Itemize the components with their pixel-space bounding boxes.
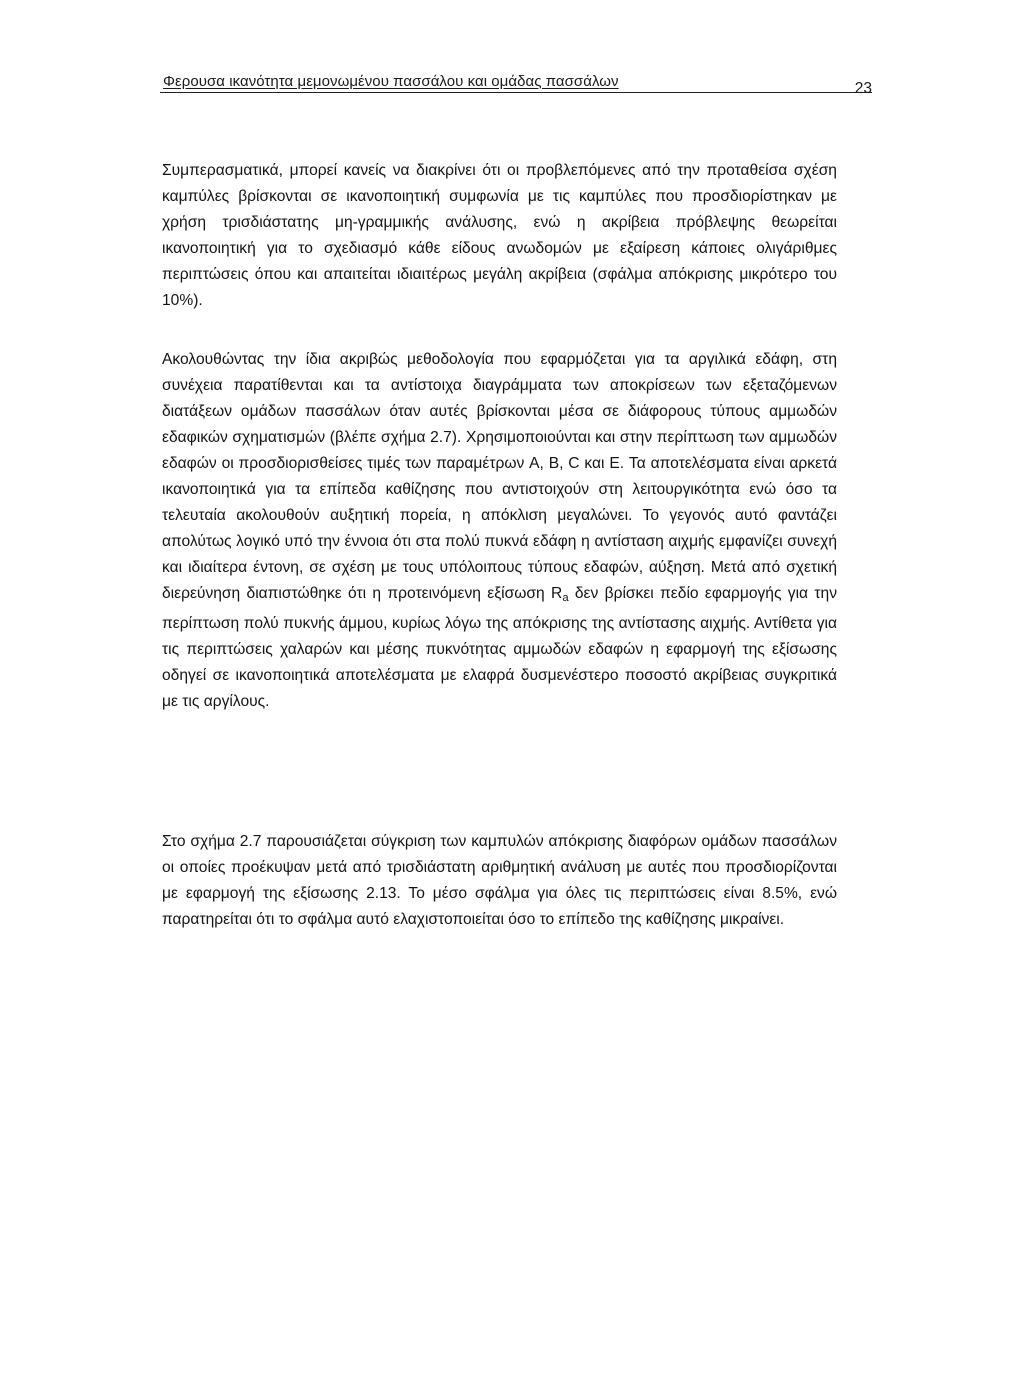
paragraph-text-part-2: δεν βρίσκει πεδίο εφαρμογής για την περίπτωση πολύ πυκνής άμμου, κυρίως λόγω της απόκρισης της αντίστασης αιχμής. Αντίθετα για τις περιπτώσεις χαλαρών και μέσης πυκνότητας αμμωδών εδαφών η εφαρμογή της εξίσωσης οδηγεί σε ικανοποιητικά αποτελέσματα με ελαφρά δυσμενέστερο ποσοστό ακρίβειας συγκριτικά με τις αργίλους. — [162, 585, 837, 710]
paragraph-text-part-1: Ακολουθώντας την ίδια ακριβώς μεθοδολογία που εφαρμόζεται για τα αργιλικά εδάφη, στη συνέχεια παρατίθενται και τα αντίστοιχα διαγράμματα των αποκρίσεων των εξεταζόμενων διατάξεων ομάδων πασσάλων όταν αυτές βρίσκονται μέσα σε διάφορους τύπους αμμωδών εδαφικών σχηματισμών (βλέπε σχήμα 2.7). Χρησιμοποιούνται και στην περίπτωση των αμμωδών εδαφών οι προσδιορισθείσες τιμές των παραμέτρων A, B, C και E. Τα αποτελέσματα είναι αρκετά ικανοποιητικά για τα επίπεδα καθίζησης που αντιστοιχούν στη λειτουργικότητα ενώ όσο τα τελευταία ακολουθούν αυξητική πορεία, η απόκλιση μεγαλώνει. Το γεγονός αυτό φαντάζει απολύτως λογικό υπό την έννοια ότι στα πολύ πυκνά εδάφη η αντίσταση αιχμής εμφανίζει συνεχή και ιδιαίτερα έντονη, σε σχέση με τους υπόλοιπους τύπους εδαφών, αύξηση. Μετά από σχετική διερεύνηση διαπιστώθηκε ότι η προτεινόμενη εξίσωση R — [162, 351, 837, 602]
page-number: 23 — [854, 80, 872, 97]
paragraph-text: Συμπερασματικά, μπορεί κανείς να διακρίνει ότι οι προβλεπόμενες από την προταθείσα σχέση καμπύλες βρίσκονται σε ικανοποιητική συμφωνία με τις καμπύλες που προσδιορίστηκαν με χρήση τρισδιάστατης μη-γραμμικής ανάλυσης, ενώ η ακρίβεια πρόβλεψης θεωρείται ικανοποιητική για το σχεδιασμό κάθε είδους ανωδομών με εξαίρεση κάποιες ολιγάριθμες περιπτώσεις όπου και απαιτείται ιδιαιτέρως μεγάλη ακρίβεια (σφάλμα απόκρισης μικρότερο του 10%). — [162, 162, 837, 309]
paragraph-figure-comparison — [162, 829, 837, 933]
paragraph-conclusion — [162, 158, 837, 314]
paragraph-text: Στο σχήμα 2.7 παρουσιάζεται σύγκριση των καμπυλών απόκρισης διαφόρων ομάδων πασσάλων οι οποίες προέκυψαν μετά από τρισδιάστατη αριθμητική ανάλυση με αυτές που προσδιορίζονται με εφαρμογή της εξίσωσης 2.13. Το μέσο σφάλμα για όλες τις περιπτώσεις είναι 8.5%, ενώ παρατηρείται ότι το σφάλμα αυτό ελαχιστοποιείται όσο το επίπεδο της καθίζησης μικραίνει. — [162, 833, 837, 928]
paragraph-sandy-soils — [162, 347, 837, 715]
running-header — [160, 66, 872, 97]
paragraph-text — [162, 347, 837, 715]
subscript-a: a — [562, 591, 569, 604]
header-title: Φερουσα ικανότητα μεμονωμένου πασσάλου και ομάδας πασσάλων — [163, 73, 619, 90]
